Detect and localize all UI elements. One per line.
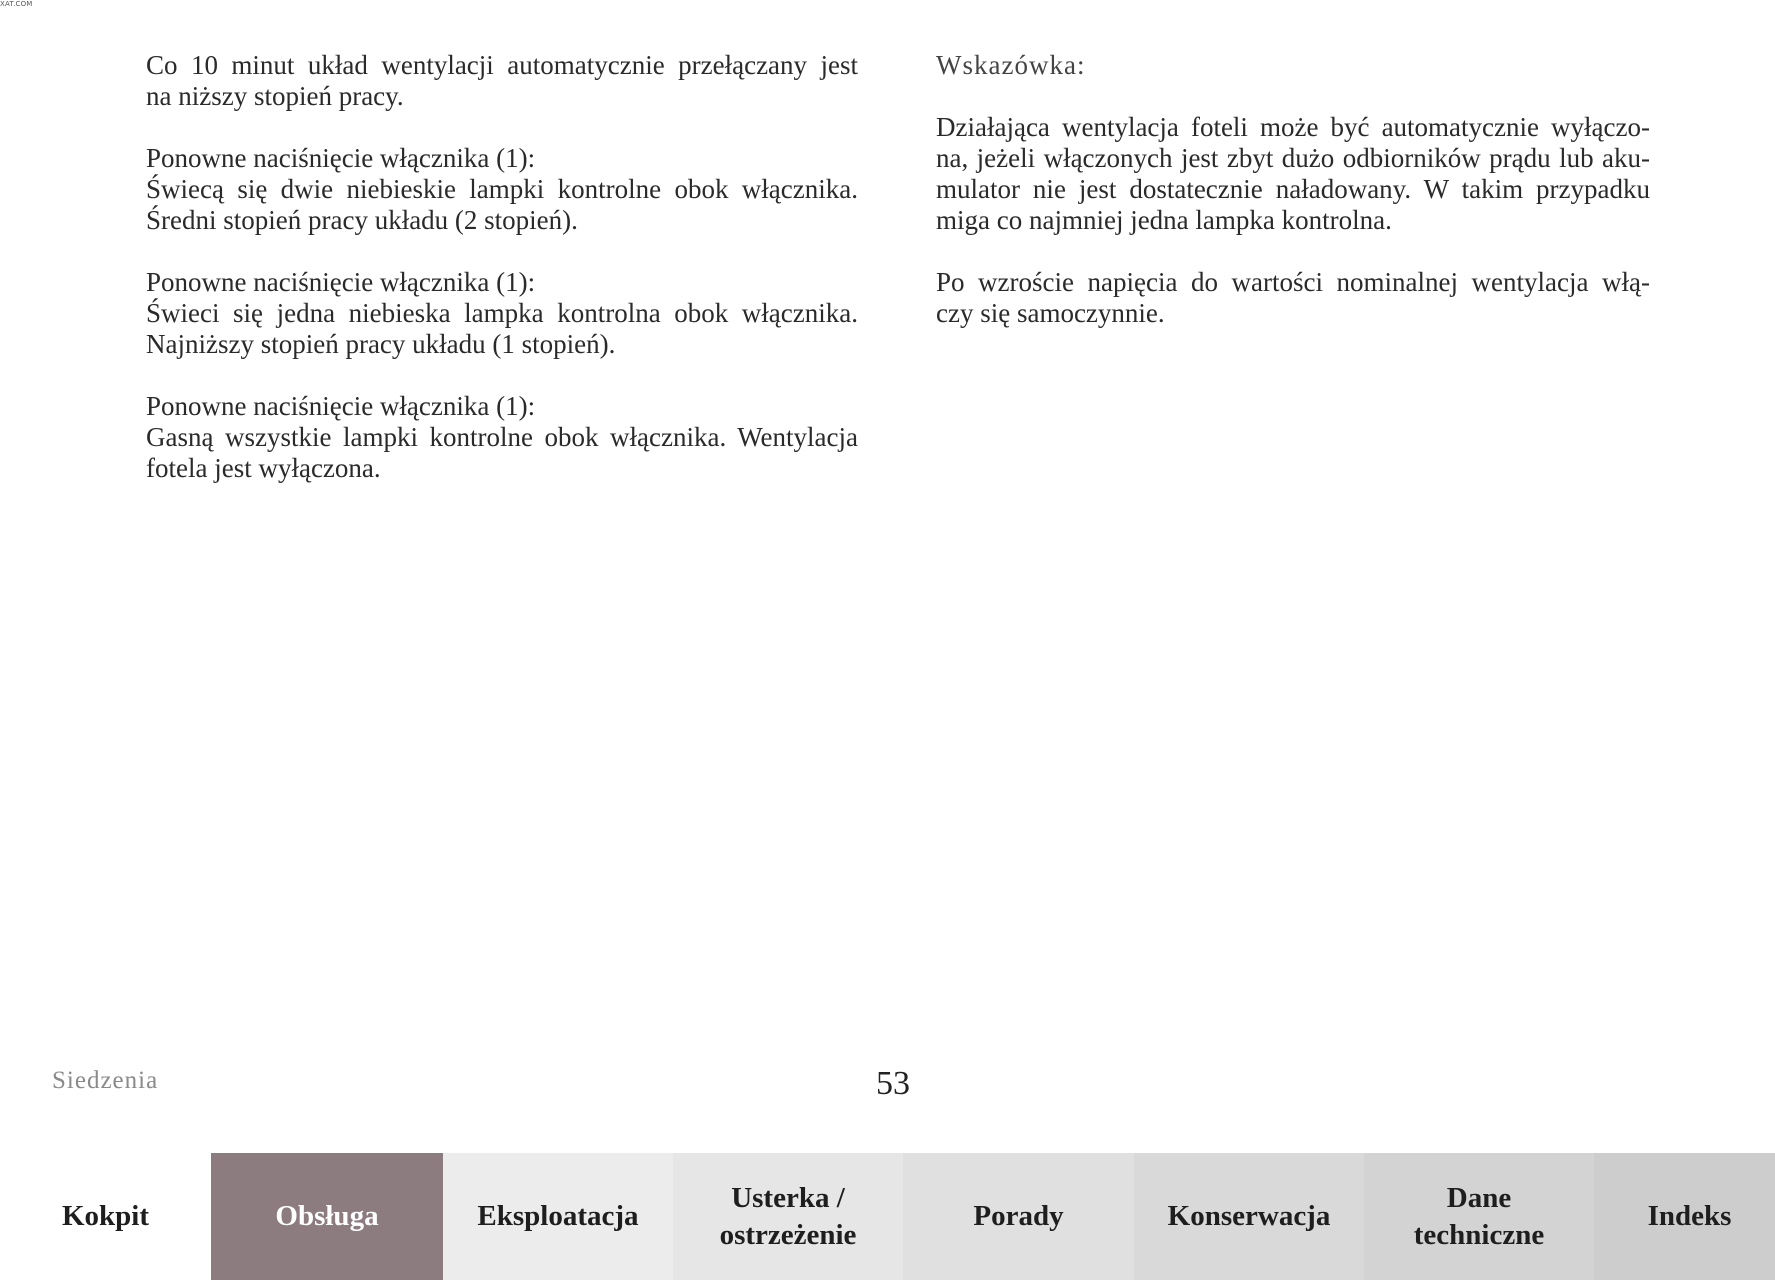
tab-kokpit[interactable] xyxy=(0,1153,211,1280)
text-line: miga co najmniej jedna lampka kontrolna. xyxy=(936,205,1392,235)
watermark: XAT.COM xyxy=(0,0,33,8)
tab-label: Indeks xyxy=(1647,1200,1732,1232)
text-line: mulator nie jest dostatecznie naładowany. W takim przypadku xyxy=(936,174,1650,204)
note-paragraph xyxy=(936,267,1650,329)
text-line: Ponowne naciśnięcie włącznika (1): xyxy=(146,143,536,173)
tab-eksploatacja[interactable] xyxy=(443,1153,673,1280)
section-name: Siedzenia xyxy=(52,1067,159,1094)
text-line: czy się samoczynnie. xyxy=(936,298,1165,328)
tab-indeks[interactable] xyxy=(1594,1153,1775,1280)
note-paragraph xyxy=(936,112,1650,236)
text-line: Ponowne naciśnięcie włącznika (1): xyxy=(146,391,536,421)
tab-label: Obsługa xyxy=(275,1200,379,1232)
tab-label: Eksploatacja xyxy=(477,1200,639,1232)
tab-label: Kokpit xyxy=(61,1200,150,1232)
paragraph xyxy=(146,50,858,112)
text-line: Po wzroście napięcia do wartości nominalnej wentylacja włą- xyxy=(936,267,1650,297)
chapter-nav xyxy=(0,1153,1775,1280)
text-line: fotela jest wyłączona. xyxy=(146,453,381,483)
left-column xyxy=(146,50,858,515)
text-line: Co 10 minut układ wentylacji automatycznie przełączany jest xyxy=(146,50,858,80)
tab-label: Porady xyxy=(973,1200,1064,1232)
text-line: Średni stopień pracy układu (2 stopień). xyxy=(146,205,578,235)
tab-porady[interactable] xyxy=(903,1153,1134,1280)
tab-label: Dane techniczne xyxy=(1413,1181,1545,1251)
tab-obsluga[interactable] xyxy=(211,1153,443,1280)
tab-label: Usterka / ostrzeżenie xyxy=(719,1181,857,1251)
paragraph xyxy=(146,391,858,484)
note-label: Wskazówka: xyxy=(936,50,1086,80)
tab-dane-techniczne[interactable] xyxy=(1364,1153,1594,1280)
tab-label: Konserwacja xyxy=(1167,1200,1331,1232)
text-line: Najniższy stopień pracy układu (1 stopień). xyxy=(146,329,616,359)
text-line: na niższy stopień pracy. xyxy=(146,81,404,111)
text-line: Świeci się jedna niebieska lampka kontrolna obok włącznika. xyxy=(146,298,858,328)
text-line: Świecą się dwie niebieskie lampki kontrolne obok włącznika. xyxy=(146,174,858,204)
paragraph xyxy=(146,143,858,236)
tab-usterka[interactable] xyxy=(673,1153,903,1280)
tab-konserwacja[interactable] xyxy=(1134,1153,1364,1280)
text-line: Działająca wentylacja foteli może być automatycznie wyłączo- xyxy=(936,112,1650,142)
right-column xyxy=(936,50,1650,360)
paragraph xyxy=(146,267,858,360)
text-line: na, jeżeli włączonych jest zbyt dużo odbiorników prądu lub aku- xyxy=(936,143,1650,173)
text-line: Ponowne naciśnięcie włącznika (1): xyxy=(146,267,536,297)
page-number: 53 xyxy=(876,1065,910,1102)
text-line: Gasną wszystkie lampki kontrolne obok włącznika. Wentylacja xyxy=(146,422,858,452)
